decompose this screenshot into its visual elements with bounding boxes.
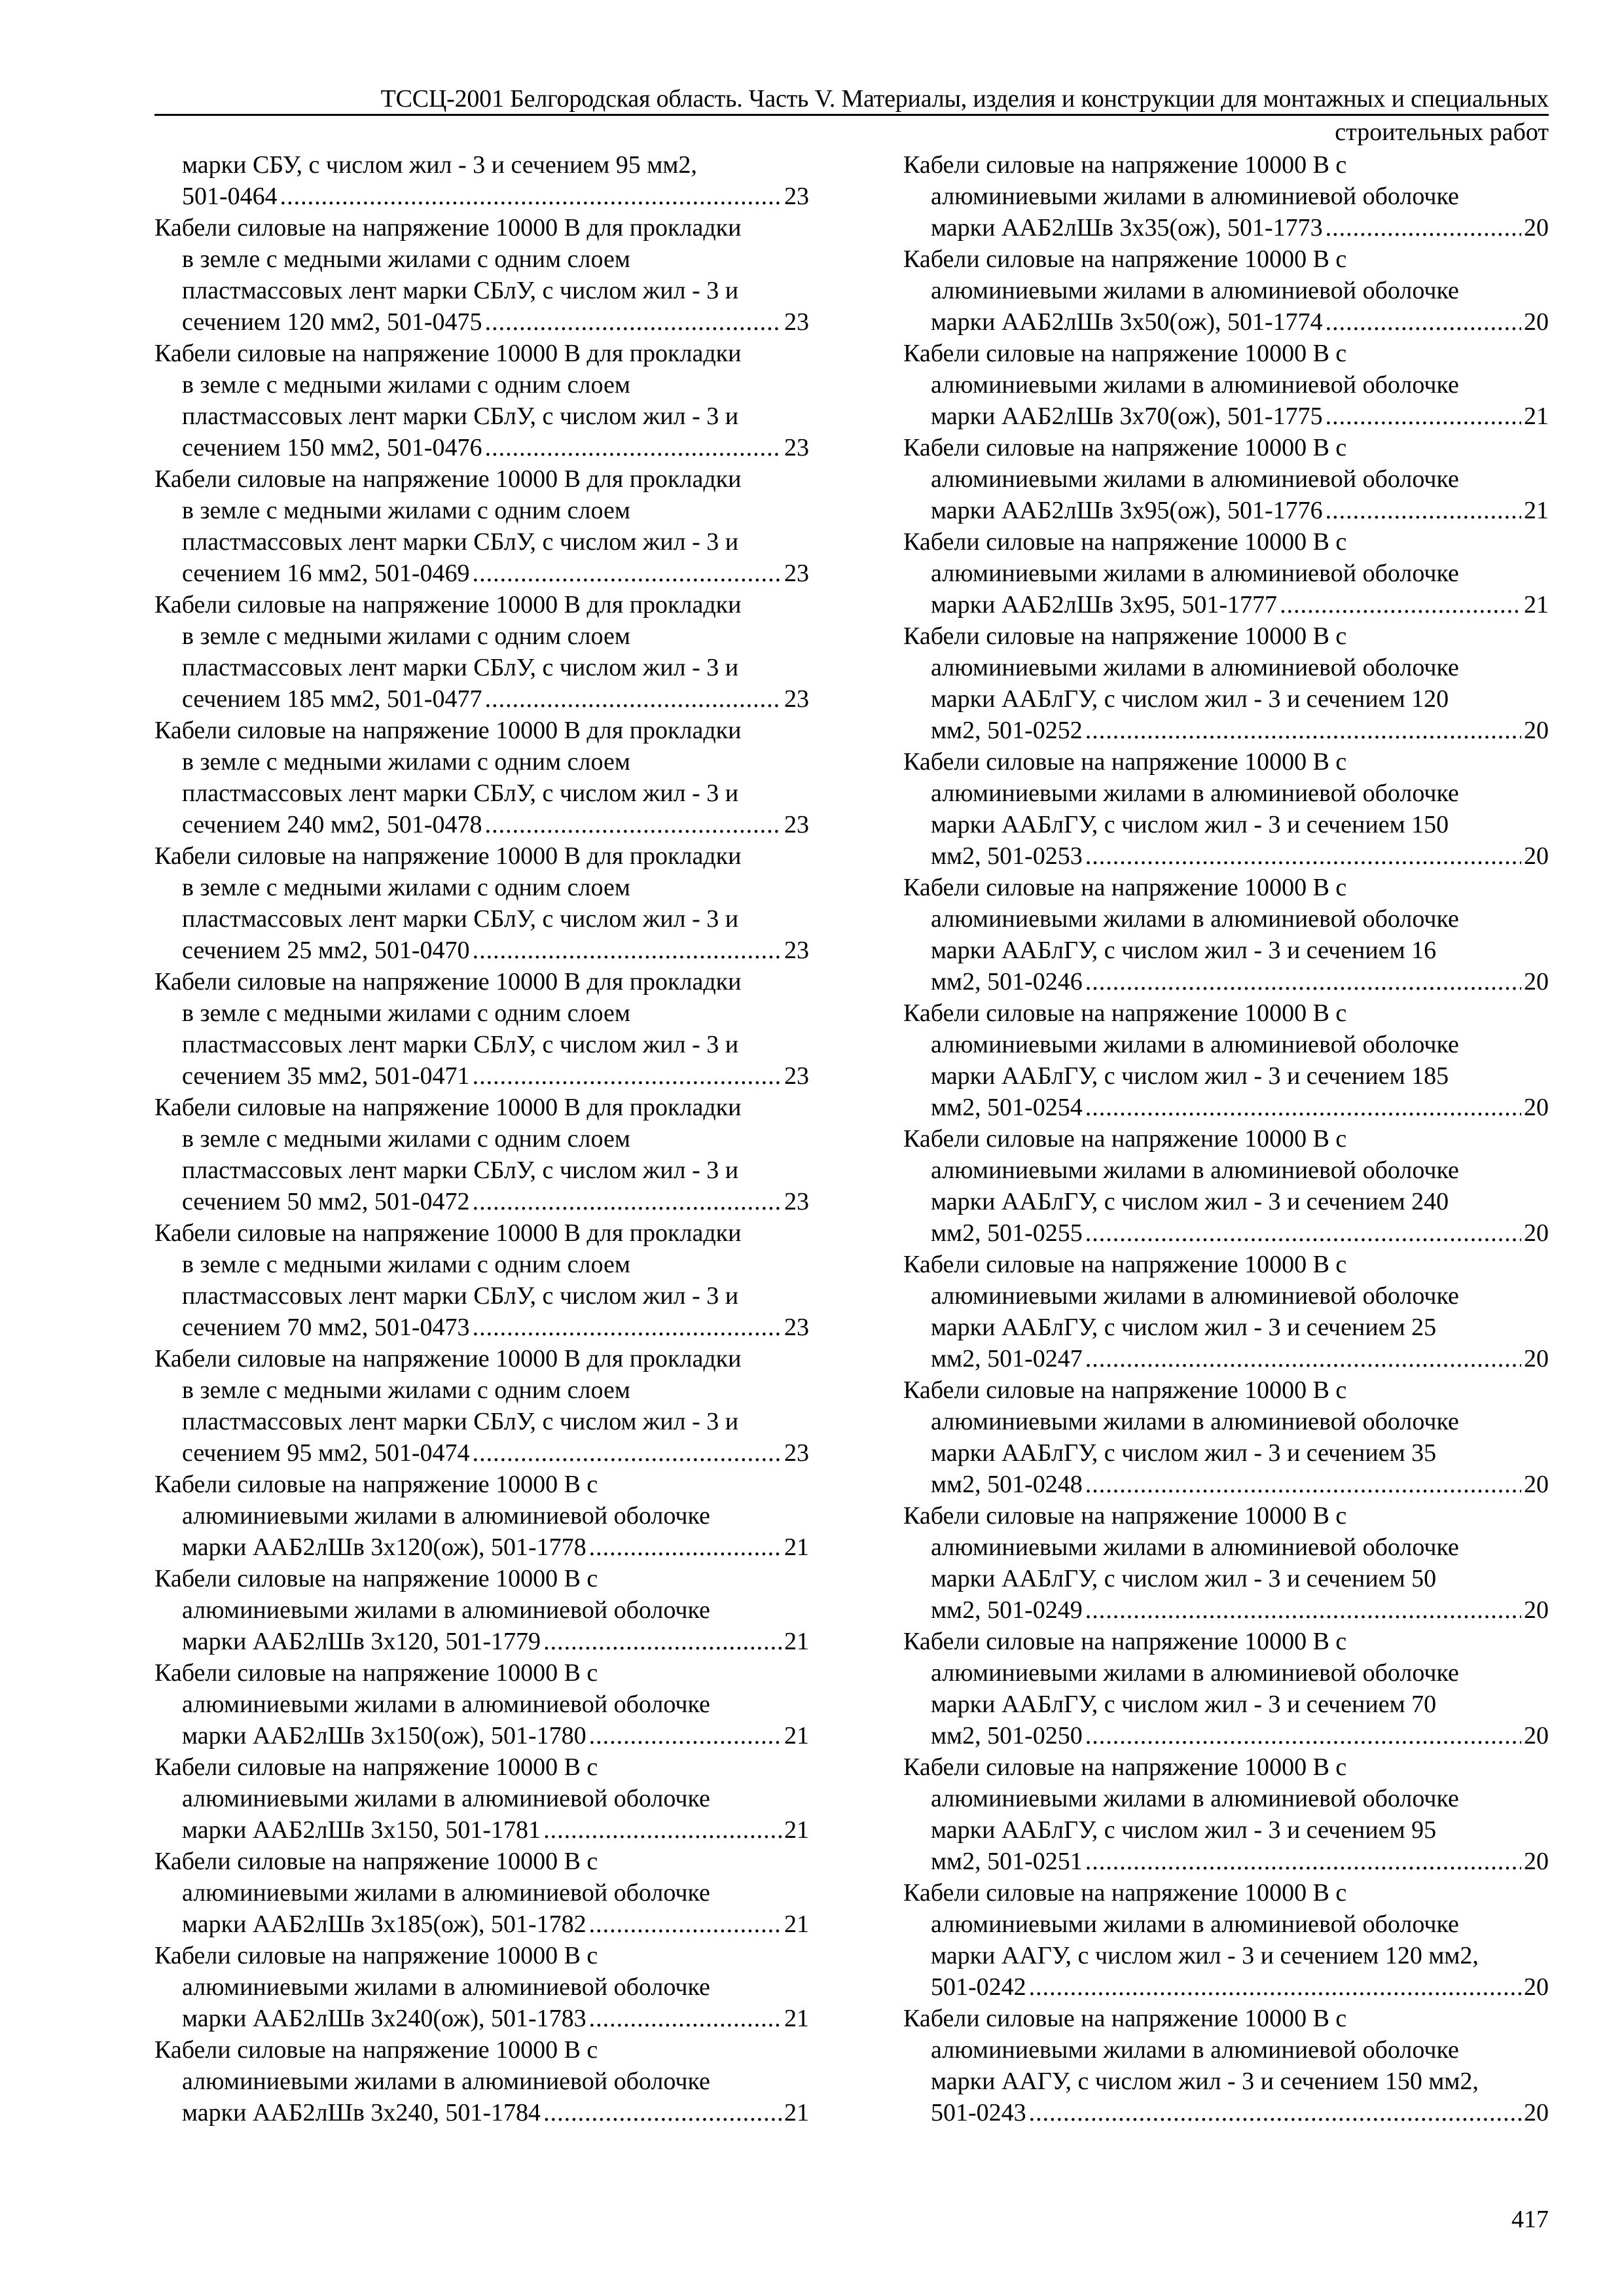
entry-text-line: Кабели силовые на напряжение 10000 В для прокладки <box>154 717 742 744</box>
entry-text-line: Кабели силовые на напряжение 10000 В с <box>903 1879 1347 1907</box>
index-entry <box>903 338 1549 432</box>
dot-leader <box>1085 966 1521 997</box>
index-entry <box>903 1877 1549 2003</box>
entry-page-ref: 20 <box>1524 1848 1549 1875</box>
entry-text-line: алюминиевыми жилами в алюминиевой оболочке <box>931 654 1459 681</box>
dot-leader <box>473 1060 782 1092</box>
entry-text-line: Кабели силовые на напряжение 10000 В с <box>903 245 1347 273</box>
entry-text-line: марки СБУ, с числом жил - 3 и сечением 95 мм2, <box>182 151 697 179</box>
index-entry <box>903 1500 1549 1626</box>
entry-text-line: в земле с медными жилами с одним слоем <box>182 622 630 650</box>
dot-leader <box>1085 840 1521 872</box>
entry-page-ref: 21 <box>784 1722 809 1749</box>
entry-text-line: алюминиевыми жилами в алюминиевой оболочке <box>931 183 1459 210</box>
entry-page-ref: 21 <box>784 1534 809 1561</box>
entry-text-line: Кабели силовые на напряжение 10000 В с <box>154 1471 598 1498</box>
entry-text-line: алюминиевыми жилами в алюминиевой оболочке <box>931 371 1459 399</box>
entry-text-line: сечением 150 мм2, 501-0476 <box>182 434 482 461</box>
dot-leader <box>1085 1720 1521 1751</box>
index-entry <box>903 1249 1549 1374</box>
entry-page-ref: 21 <box>1524 497 1549 524</box>
entry-text-line: марки ААГУ, с числом жил - 3 и сечением 150 мм2, <box>931 2068 1479 2095</box>
entry-page-ref: 20 <box>1524 1219 1549 1247</box>
entry-page-ref: 23 <box>784 937 809 964</box>
entry-text-line: алюминиевыми жилами в алюминиевой оболочке <box>931 1282 1459 1310</box>
index-entry <box>154 1469 809 1563</box>
entry-text-line: алюминиевыми жилами в алюминиевой оболочке <box>931 1031 1459 1058</box>
index-entry <box>903 1626 1549 1751</box>
entry-text-line: алюминиевыми жилами в алюминиевой оболочке <box>931 2036 1459 2064</box>
dot-leader <box>1085 1594 1521 1626</box>
dot-leader <box>1085 1092 1521 1123</box>
entry-text-line: Кабели силовые на напряжение 10000 В с <box>154 1659 598 1687</box>
entry-text-line: пластмассовых лент марки СБлУ, с числом жил - 3 и <box>182 528 739 556</box>
entry-text-line: сечением 16 мм2, 501-0469 <box>182 560 470 587</box>
entry-text-line: Кабели силовые на напряжение 10000 В для прокладки <box>154 968 742 996</box>
entry-text-line: пластмассовых лент марки СБлУ, с числом жил - 3 и <box>182 1157 739 1184</box>
entry-page-ref: 20 <box>1524 214 1549 242</box>
entry-page-ref: 23 <box>784 811 809 838</box>
index-entry <box>903 243 1549 338</box>
entry-page-ref: 21 <box>1524 591 1549 619</box>
entry-text-line: в земле с медными жилами с одним слоем <box>182 1125 630 1153</box>
entry-text-line: Кабели силовые на напряжение 10000 В с <box>154 1565 598 1592</box>
index-entry <box>154 212 809 338</box>
entry-page-ref: 23 <box>784 1062 809 1090</box>
entry-page-ref: 20 <box>1524 968 1549 996</box>
entry-page-ref: 20 <box>1524 1471 1549 1498</box>
dot-leader <box>543 1814 782 1846</box>
entry-text-line: Кабели силовые на напряжение 10000 В с <box>154 2036 598 2064</box>
entry-text-line: сечением 50 мм2, 501-0472 <box>182 1188 470 1215</box>
entry-text-line: в земле с медными жилами с одним слоем <box>182 245 630 273</box>
entry-text-line: марки ААБлГУ, с числом жил - 3 и сечением 185 <box>931 1062 1449 1090</box>
entry-text-line: алюминиевыми жилами в алюминиевой оболочке <box>931 1910 1459 1938</box>
index-entry <box>903 997 1549 1123</box>
index-entry <box>154 338 809 463</box>
entry-text-line: мм2, 501-0253 <box>931 842 1083 870</box>
dot-leader <box>485 306 782 338</box>
entry-text-line: в земле с медными жилами с одним слоем <box>182 874 630 901</box>
entry-page-ref: 23 <box>784 308 809 336</box>
index-entry <box>903 872 1549 997</box>
entry-text-line: сечением 35 мм2, 501-0471 <box>182 1062 470 1090</box>
entry-text-line: алюминиевыми жилами в алюминиевой оболочке <box>182 1691 710 1718</box>
entry-text-line: марки ААБлГУ, с числом жил - 3 и сечением 95 <box>931 1816 1437 1844</box>
entry-text-line: мм2, 501-0254 <box>931 1094 1083 1121</box>
dot-leader <box>473 1437 782 1469</box>
entry-page-ref: 21 <box>784 1910 809 1938</box>
entry-text-line: Кабели силовые на напряжение 10000 В с <box>903 151 1347 179</box>
dot-leader <box>1085 1343 1521 1374</box>
dot-leader <box>1280 589 1521 620</box>
entry-text-line: марки ААБлГУ, с числом жил - 3 и сечением 16 <box>931 937 1437 964</box>
entry-text-line: пластмассовых лент марки СБлУ, с числом жил - 3 и <box>182 1031 739 1058</box>
entry-text-line: марки ААБлГУ, с числом жил - 3 и сечением 25 <box>931 1314 1437 1341</box>
entry-text-line: мм2, 501-0246 <box>931 968 1083 996</box>
entry-text-line: пластмассовых лент марки СБлУ, с числом жил - 3 и <box>182 403 739 430</box>
entry-text-line: марки ААБ2лШв 3х95, 501-1777 <box>931 591 1278 619</box>
entry-text-line: алюминиевыми жилами в алюминиевой оболочке <box>931 1785 1459 1812</box>
entry-page-ref: 20 <box>1524 1094 1549 1121</box>
entry-text-line: марки ААБ2лШв 3х35(ож), 501-1773 <box>931 214 1323 242</box>
entry-text-line: Кабели силовые на напряжение 10000 В с <box>903 999 1347 1027</box>
entry-text-line: Кабели силовые на напряжение 10000 В с <box>903 2005 1347 2032</box>
dot-leader <box>543 2097 782 2128</box>
entry-page-ref: 20 <box>1524 717 1549 744</box>
dot-leader <box>1326 401 1521 432</box>
index-entry <box>903 1751 1549 1877</box>
entry-page-ref: 20 <box>1524 1722 1549 1749</box>
entry-text-line: марки ААБлГУ, с числом жил - 3 и сечением 70 <box>931 1691 1437 1718</box>
entry-text-line: 501-0242 <box>931 1973 1026 2001</box>
entry-text-line: Кабели силовые на напряжение 10000 В для прокладки <box>154 1345 742 1372</box>
entry-text-line: Кабели силовые на напряжение 10000 В с <box>903 434 1347 461</box>
entry-text-line: Кабели силовые на напряжение 10000 В с <box>903 1628 1347 1655</box>
entry-text-line: марки ААГУ, с числом жил - 3 и сечением 120 мм2, <box>931 1942 1479 1969</box>
entry-page-ref: 20 <box>1524 1345 1549 1372</box>
index-entry <box>903 2003 1549 2128</box>
index-entry <box>903 526 1549 620</box>
entry-text-line: пластмассовых лент марки СБлУ, с числом жил - 3 и <box>182 1282 739 1310</box>
header-title-continuation: строительных работ <box>1335 118 1549 146</box>
entry-text-line: марки ААБ2лШв 3х240, 501-1784 <box>182 2099 541 2126</box>
entry-page-ref: 21 <box>784 1816 809 1844</box>
entry-text-line: сечением 185 мм2, 501-0477 <box>182 685 482 713</box>
entry-page-ref: 20 <box>1524 1973 1549 2001</box>
entry-text-line: пластмассовых лент марки СБлУ, с числом жил - 3 и <box>182 905 739 933</box>
dot-leader <box>485 683 782 715</box>
entry-text-line: Кабели силовые на напряжение 10000 В для прокладки <box>154 1219 742 1247</box>
entry-text-line: Кабели силовые на напряжение 10000 В для прокладки <box>154 1094 742 1121</box>
index-entry <box>154 2034 809 2128</box>
entry-text-line: в земле с медными жилами с одним слоем <box>182 748 630 776</box>
entry-text-line: Кабели силовые на напряжение 10000 В с <box>903 748 1347 776</box>
entry-page-ref: 20 <box>1524 2099 1549 2126</box>
entry-text-line: Кабели силовые на напряжение 10000 В с <box>903 340 1347 367</box>
entry-text-line: Кабели силовые на напряжение 10000 В с <box>903 874 1347 901</box>
dot-leader <box>1029 1971 1521 2003</box>
entry-text-line: марки ААБ2лШв 3х150, 501-1781 <box>182 1816 541 1844</box>
dot-leader <box>1326 306 1521 338</box>
entry-text-line: Кабели силовые на напряжение 10000 В для прокладки <box>154 214 742 242</box>
entry-text-line: Кабели силовые на напряжение 10000 В с <box>903 1251 1347 1278</box>
entry-text-line: Кабели силовые на напряжение 10000 В с <box>903 622 1347 650</box>
entry-text-line: алюминиевыми жилами в алюминиевой оболочке <box>182 2068 710 2095</box>
entry-text-line: марки ААБлГУ, с числом жил - 3 и сечением 150 <box>931 811 1449 838</box>
entry-text-line: Кабели силовые на напряжение 10000 В для прокладки <box>154 842 742 870</box>
entry-text-line: алюминиевыми жилами в алюминиевой оболочке <box>931 780 1459 807</box>
entry-page-ref: 23 <box>784 434 809 461</box>
entry-text-line: пластмассовых лент марки СБлУ, с числом жил - 3 и <box>182 780 739 807</box>
entry-text-line: мм2, 501-0248 <box>931 1471 1083 1498</box>
entry-text-line: Кабели силовые на напряжение 10000 В с <box>903 1502 1347 1530</box>
entry-page-ref: 23 <box>784 1188 809 1215</box>
entry-text-line: алюминиевыми жилами в алюминиевой оболочке <box>182 1785 710 1812</box>
entry-page-ref: 21 <box>784 2005 809 2032</box>
entry-page-ref: 21 <box>784 2099 809 2126</box>
entry-text-line: мм2, 501-0252 <box>931 717 1083 744</box>
entry-text-line: марки ААБлГУ, с числом жил - 3 и сечением 35 <box>931 1439 1437 1467</box>
index-entry <box>903 432 1549 526</box>
entry-text-line: алюминиевыми жилами в алюминиевой оболочке <box>931 905 1459 933</box>
dot-leader <box>473 1186 782 1217</box>
entry-text-line: алюминиевыми жилами в алюминиевой оболочке <box>931 1659 1459 1687</box>
index-entry <box>154 840 809 966</box>
index-entry <box>903 149 1549 243</box>
entry-page-ref: 20 <box>1524 842 1549 870</box>
entry-text-line: пластмассовых лент марки СБлУ, с числом жил - 3 и <box>182 277 739 304</box>
dot-leader <box>280 181 782 212</box>
entry-text-line: мм2, 501-0247 <box>931 1345 1083 1372</box>
entry-page-ref: 21 <box>784 1628 809 1655</box>
entry-text-line: алюминиевыми жилами в алюминиевой оболочке <box>931 277 1459 304</box>
index-entry <box>154 1217 809 1343</box>
index-column-left <box>154 149 809 2128</box>
dot-leader <box>473 935 782 966</box>
dot-leader <box>485 432 782 463</box>
dot-leader <box>589 1532 782 1563</box>
entry-page-ref: 23 <box>784 1439 809 1467</box>
entry-text-line: марки ААБлГУ, с числом жил - 3 и сечением 240 <box>931 1188 1449 1215</box>
dot-leader <box>589 2003 782 2034</box>
entry-text-line: марки ААБ2лШв 3х240(ож), 501-1783 <box>182 2005 586 2032</box>
entry-text-line: марки ААБлГУ, с числом жил - 3 и сечением 120 <box>931 685 1449 713</box>
dot-leader <box>1085 1846 1521 1877</box>
dot-leader <box>589 1720 782 1751</box>
entry-text-line: Кабели силовые на напряжение 10000 В с <box>903 1125 1347 1153</box>
entry-text-line: пластмассовых лент марки СБлУ, с числом жил - 3 и <box>182 654 739 681</box>
entry-text-line: в земле с медными жилами с одним слоем <box>182 497 630 524</box>
dot-leader <box>1085 715 1521 746</box>
entry-text-line: алюминиевыми жилами в алюминиевой оболочке <box>931 465 1459 493</box>
dot-leader <box>543 1626 782 1657</box>
dot-leader <box>473 1312 782 1343</box>
entry-text-line: сечением 70 мм2, 501-0473 <box>182 1314 470 1341</box>
entry-text-line: марки ААБ2лШв 3х50(ож), 501-1774 <box>931 308 1323 336</box>
entry-page-ref: 23 <box>784 1314 809 1341</box>
entry-text-line: Кабели силовые на напряжение 10000 В с <box>154 1753 598 1781</box>
dot-leader <box>1085 1217 1521 1249</box>
entry-page-ref: 21 <box>1524 403 1549 430</box>
entry-page-ref: 23 <box>784 560 809 587</box>
entry-text-line: алюминиевыми жилами в алюминиевой оболочке <box>931 560 1459 587</box>
entry-text-line: в земле с медными жилами с одним слоем <box>182 999 630 1027</box>
entry-text-line: Кабели силовые на напряжение 10000 В с <box>903 1376 1347 1404</box>
index-entry <box>154 1751 809 1846</box>
entry-text-line: пластмассовых лент марки СБлУ, с числом жил - 3 и <box>182 1408 739 1435</box>
entry-text-line: сечением 240 мм2, 501-0478 <box>182 811 482 838</box>
index-entry <box>154 589 809 715</box>
entry-text-line: сечением 120 мм2, 501-0475 <box>182 308 482 336</box>
index-entry <box>903 620 1549 746</box>
entry-text-line: сечением 25 мм2, 501-0470 <box>182 937 470 964</box>
index-entry <box>154 1343 809 1469</box>
dot-leader <box>1326 212 1521 243</box>
index-entry <box>154 1846 809 1940</box>
entry-text-line: мм2, 501-0250 <box>931 1722 1083 1749</box>
entry-text-line: Кабели силовые на напряжение 10000 В с <box>903 1753 1347 1781</box>
entry-text-line: марки ААБ2лШв 3х120, 501-1779 <box>182 1628 541 1655</box>
entry-text-line: марки ААБ2лШв 3х70(ож), 501-1775 <box>931 403 1323 430</box>
index-entry <box>154 1940 809 2034</box>
dot-leader <box>485 809 782 840</box>
entry-text-line: марки ААБ2лШв 3х95(ож), 501-1776 <box>931 497 1323 524</box>
entry-page-ref: 20 <box>1524 308 1549 336</box>
entry-text-line: мм2, 501-0255 <box>931 1219 1083 1247</box>
entry-text-line: в земле с медными жилами с одним слоем <box>182 1251 630 1278</box>
entry-text-line: Кабели силовые на напряжение 10000 В для прокладки <box>154 465 742 493</box>
entry-text-line: алюминиевыми жилами в алюминиевой оболочке <box>931 1408 1459 1435</box>
index-entry <box>154 463 809 589</box>
entry-text-line: марки ААБлГУ, с числом жил - 3 и сечением 50 <box>931 1565 1437 1592</box>
entry-text-line: алюминиевыми жилами в алюминиевой оболочке <box>182 1973 710 2001</box>
index-entry <box>154 1092 809 1217</box>
index-entry <box>903 1123 1549 1249</box>
entry-text-line: Кабели силовые на напряжение 10000 В с <box>154 1848 598 1875</box>
index-entry <box>903 746 1549 872</box>
entry-text-line: в земле с медными жилами с одним слоем <box>182 371 630 399</box>
entry-text-line: 501-0243 <box>931 2099 1026 2126</box>
index-entry <box>903 1374 1549 1500</box>
entry-text-line: алюминиевыми жилами в алюминиевой оболочке <box>931 1534 1459 1561</box>
running-header <box>154 84 1549 146</box>
entry-text-line: Кабели силовые на напряжение 10000 В с <box>154 1942 598 1969</box>
entry-text-line: в земле с медными жилами с одним слоем <box>182 1376 630 1404</box>
entry-text-line: алюминиевыми жилами в алюминиевой оболочке <box>931 1157 1459 1184</box>
entry-page-ref: 23 <box>784 685 809 713</box>
entry-text-line: Кабели силовые на напряжение 10000 В для прокладки <box>154 591 742 619</box>
entry-page-ref: 23 <box>784 183 809 210</box>
header-title: ТССЦ-2001 Белгородская область. Часть V. Материалы, изделия и конструкции для монтажных и специальных <box>380 85 1549 113</box>
index-entry <box>154 1563 809 1657</box>
dot-leader <box>473 558 782 589</box>
entry-text-line: Кабели силовые на напряжение 10000 В для прокладки <box>154 340 742 367</box>
entry-text-line: мм2, 501-0251 <box>931 1848 1083 1875</box>
index-entry <box>154 715 809 840</box>
page-number: 417 <box>1511 2206 1549 2233</box>
dot-leader <box>1029 2097 1521 2128</box>
entry-text-line: Кабели силовые на напряжение 10000 В с <box>903 528 1347 556</box>
entry-text-line: алюминиевыми жилами в алюминиевой оболочке <box>182 1502 710 1530</box>
index-entry <box>154 966 809 1092</box>
entry-text-line: алюминиевыми жилами в алюминиевой оболочке <box>182 1879 710 1907</box>
entry-text-line: марки ААБ2лШв 3х150(ож), 501-1780 <box>182 1722 586 1749</box>
entry-text-line: марки ААБ2лШв 3х185(ож), 501-1782 <box>182 1910 586 1938</box>
entry-page-ref: 20 <box>1524 1596 1549 1624</box>
dot-leader <box>589 1909 782 1940</box>
dot-leader <box>1085 1469 1521 1500</box>
entry-text-line: мм2, 501-0249 <box>931 1596 1083 1624</box>
entry-text-line: алюминиевыми жилами в алюминиевой оболочке <box>182 1596 710 1624</box>
dot-leader <box>1326 495 1521 526</box>
index-column-right <box>903 149 1549 2128</box>
entry-text-line: сечением 95 мм2, 501-0474 <box>182 1439 470 1467</box>
index-entry <box>154 149 809 212</box>
entry-text-line: 501-0464 <box>182 183 278 210</box>
entry-text-line: марки ААБ2лШв 3х120(ож), 501-1778 <box>182 1534 586 1561</box>
index-entry <box>154 1657 809 1751</box>
